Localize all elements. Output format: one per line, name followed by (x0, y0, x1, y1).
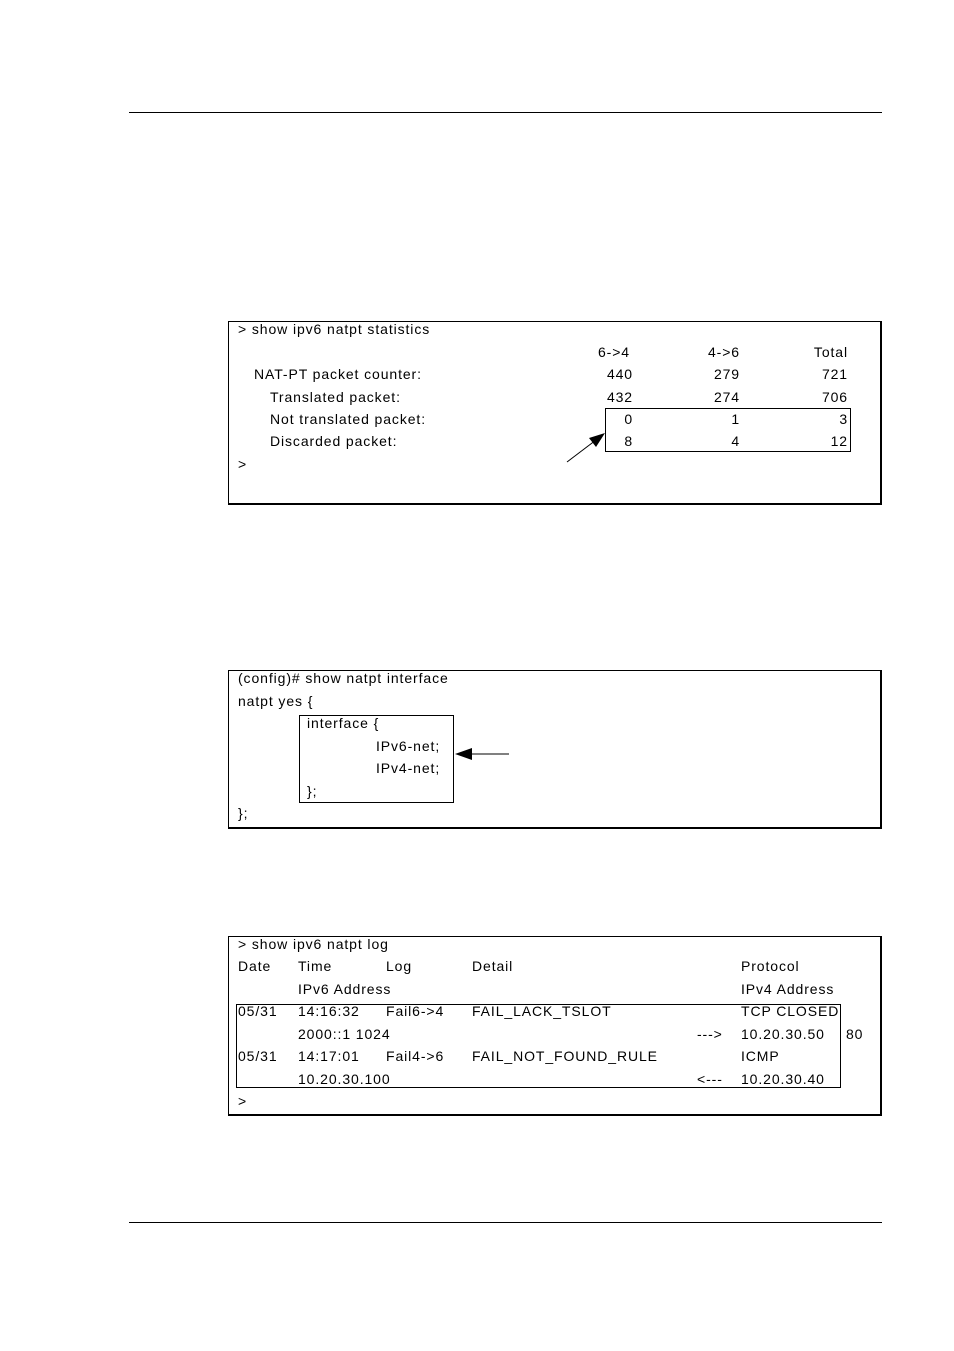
stats-cell: 279 (713, 366, 740, 382)
log-protocol: ICMP (741, 1048, 780, 1064)
log-ipv4: 10.20.30.40 (741, 1071, 825, 1087)
stats-header-total: Total (813, 344, 848, 360)
stats-arrow-line (567, 440, 596, 462)
stats-cell: 12 (830, 433, 848, 449)
log-time: 14:17:01 (298, 1048, 360, 1064)
log-header-ipv6: IPv6 Address (298, 981, 392, 997)
log-detail: FAIL_LACK_TSLOT (472, 1003, 612, 1019)
stats-cell: 8 (624, 433, 633, 449)
log-header-time: Time (298, 958, 333, 974)
log-type: Fail4->6 (386, 1048, 445, 1064)
stats-cell: 432 (606, 389, 633, 405)
iface-ipv6: IPv6-net; (376, 738, 441, 754)
stats-prompt: > (238, 456, 248, 472)
log-type: Fail6->4 (386, 1003, 445, 1019)
stats-cell: 706 (821, 389, 848, 405)
stats-cell: 440 (606, 366, 633, 382)
stats-row-label: Not translated packet: (270, 411, 426, 427)
log-header-protocol: Protocol (741, 958, 800, 974)
iface-arrow-head (455, 748, 472, 760)
log-ipv6: 2000::1 1024 (298, 1026, 391, 1042)
stats-row-label: NAT-PT packet counter: (254, 366, 422, 382)
stats-row-label: Discarded packet: (270, 433, 398, 449)
log-protocol: TCP CLOSED (741, 1003, 840, 1019)
log-time: 14:16:32 (298, 1003, 360, 1019)
log-direction: <--- (697, 1071, 723, 1087)
log-header-log: Log (386, 958, 413, 974)
stats-cell: 3 (839, 411, 848, 427)
stats-command: > show ipv6 natpt statistics (238, 321, 431, 337)
log-direction: ---> (697, 1026, 723, 1042)
log-prompt: > (238, 1093, 248, 1109)
stats-cell: 1 (731, 411, 740, 427)
log-command: > show ipv6 natpt log (238, 936, 389, 952)
stats-cell: 4 (731, 433, 740, 449)
log-date: 05/31 (238, 1048, 278, 1064)
stats-cell: 721 (821, 366, 848, 382)
log-header-ipv4: IPv4 Address (741, 981, 835, 997)
log-ipv4: 10.20.30.50 (741, 1026, 825, 1042)
iface-close: }; (238, 805, 249, 821)
stats-header-6to4: 6->4 (597, 344, 630, 360)
log-date: 05/31 (238, 1003, 278, 1019)
log-header-date: Date (238, 958, 272, 974)
stats-cell: 274 (713, 389, 740, 405)
stats-arrow-head (589, 433, 605, 447)
iface-ipv4: IPv4-net; (376, 760, 441, 776)
log-port: 80 (846, 1026, 864, 1042)
stats-header-4to6: 4->6 (707, 344, 740, 360)
iface-block-close: }; (307, 783, 318, 799)
log-ipv6: 10.20.30.100 (298, 1071, 391, 1087)
stats-cell: 0 (624, 411, 633, 427)
stats-row-label: Translated packet: (270, 389, 401, 405)
iface-command: (config)# show natpt interface (238, 670, 449, 686)
iface-block-open: interface { (307, 715, 380, 731)
log-header-detail: Detail (472, 958, 514, 974)
iface-open: natpt yes { (238, 693, 314, 709)
log-detail: FAIL_NOT_FOUND_RULE (472, 1048, 658, 1064)
